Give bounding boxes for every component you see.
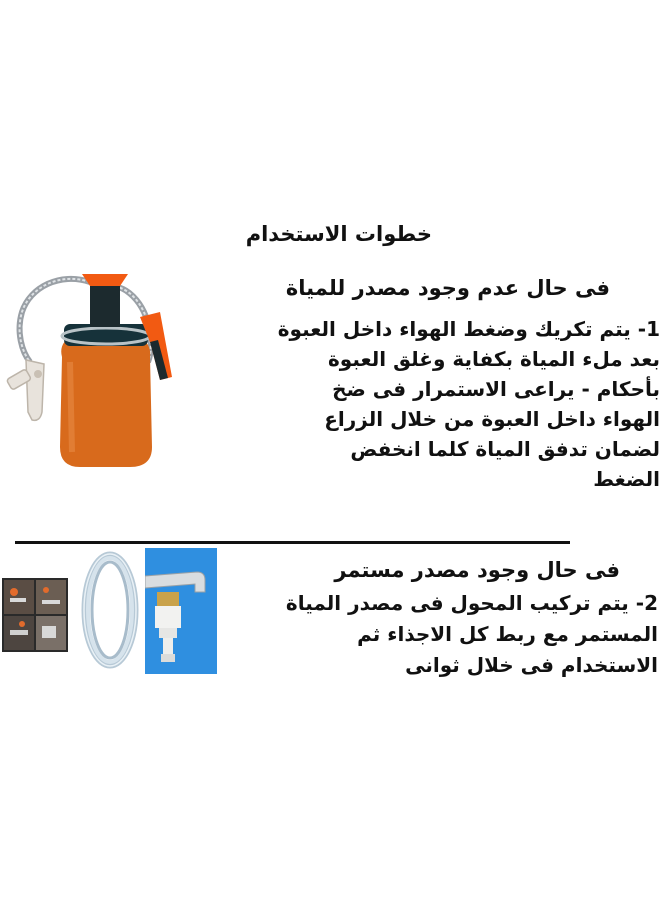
section1-heading: فى حال عدم وجود مصدر للمياة	[285, 276, 610, 300]
section1-line: 1- يتم تكريك وضغط الهواء داخل العبوة	[277, 317, 660, 341]
section1-line: بعد ملء المياة بكفاية وغلق العبوة	[327, 347, 660, 371]
section1-line: الهواء داخل العبوة من خلال الزراع	[324, 407, 660, 431]
page-title: خطوات الاستخدام	[245, 222, 432, 246]
section1-line: الضغط	[593, 467, 660, 491]
installation-steps-photo	[2, 578, 68, 652]
section1-line: لضمان تدفق المياة كلما انخفض	[350, 437, 660, 461]
section2-line: المستمر مع ربط كل الاجذاء ثم	[357, 622, 658, 646]
section2-heading: فى حال وجود مصدر مستمر	[334, 558, 620, 582]
section1-instructions	[235, 314, 660, 494]
section2-line: 2- يتم تركيب المحول فى مصدر المياة	[285, 591, 658, 615]
section2-instructions	[230, 588, 658, 681]
pressure-sprayer-image	[0, 262, 180, 472]
section-divider	[15, 541, 570, 544]
section2-line: الاستخدام فى خلال ثوانى	[405, 653, 658, 677]
faucet-adapter-image	[145, 548, 217, 674]
coiled-hose-image	[78, 548, 142, 672]
section1-line: بأحكام - يراعى الاستمرار فى ضخ	[332, 377, 660, 401]
